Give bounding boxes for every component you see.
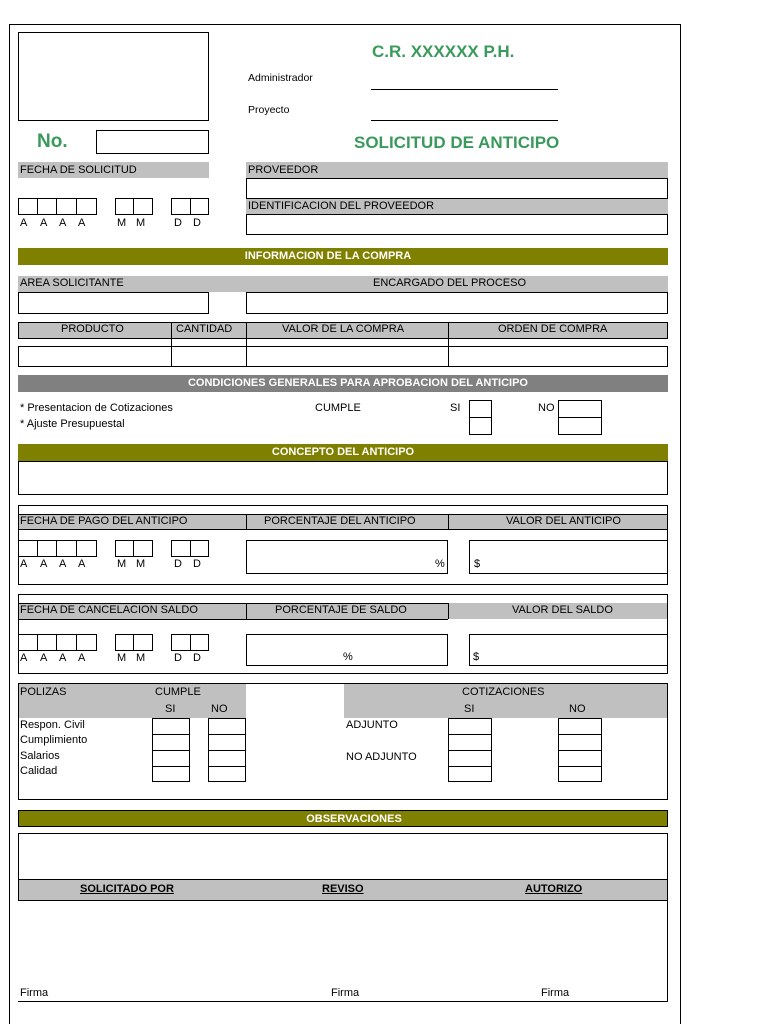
administrador-label: Administrador bbox=[248, 72, 313, 84]
date-letter: A bbox=[59, 217, 67, 229]
col-divider bbox=[448, 603, 449, 619]
col-divider bbox=[246, 514, 247, 530]
condiciones-label: CONDICIONES GENERALES PARA APROBACION DEL ANTICIPO bbox=[187, 377, 528, 389]
proveedor-field[interactable] bbox=[246, 178, 668, 199]
cantidad-header: CANTIDAD bbox=[176, 323, 233, 335]
date-letter: A bbox=[20, 558, 28, 570]
poliza-si-checkbox[interactable] bbox=[152, 718, 190, 735]
percent-sign: % bbox=[343, 651, 353, 663]
pago-day-box-2[interactable] bbox=[190, 540, 209, 557]
form-title: SOLICITUD DE ANTICIPO bbox=[354, 133, 560, 152]
date-letter: D bbox=[174, 652, 182, 664]
valor-saldo-label: VALOR DEL SALDO bbox=[512, 604, 613, 616]
identificacion-header bbox=[246, 199, 668, 214]
percent-sign: % bbox=[435, 558, 445, 570]
poliza-item: Calidad bbox=[20, 765, 58, 777]
cotizacion-si-checkbox[interactable] bbox=[448, 734, 492, 751]
autorizo-label: AUTORIZO bbox=[525, 883, 583, 895]
encargado-label: ENCARGADO DEL PROCESO bbox=[373, 277, 527, 289]
polizas-cumple-label: CUMPLE bbox=[155, 686, 201, 698]
si-label: SI bbox=[450, 402, 461, 414]
dollar-sign: $ bbox=[473, 651, 480, 663]
ajuste-label: * Ajuste Presupuestal bbox=[20, 418, 125, 430]
porcentaje-anticipo-field[interactable] bbox=[246, 540, 448, 574]
observaciones-bar bbox=[18, 810, 668, 827]
concepto-field[interactable] bbox=[18, 461, 668, 495]
logo-box bbox=[18, 32, 209, 121]
pago-month-box-1[interactable] bbox=[115, 540, 134, 557]
month-box-2[interactable] bbox=[133, 198, 153, 215]
pago-day-box-1[interactable] bbox=[171, 540, 191, 557]
proveedor-label: PROVEEDOR bbox=[248, 164, 319, 176]
presentacion-label: * Presentacion de Cotizaciones bbox=[20, 402, 173, 414]
encargado-field[interactable] bbox=[246, 292, 668, 314]
cotizaciones-no-label: NO bbox=[569, 703, 586, 715]
day-box-2[interactable] bbox=[190, 198, 209, 215]
date-letter: D bbox=[174, 217, 182, 229]
si-checkbox-1[interactable] bbox=[469, 400, 492, 418]
form-left-border bbox=[9, 24, 10, 1024]
polizas-label: POLIZAS bbox=[20, 686, 67, 698]
product-table-row[interactable] bbox=[18, 346, 668, 367]
producto-header: PRODUCTO bbox=[61, 323, 124, 335]
polizas-no-label: NO bbox=[211, 703, 228, 715]
date-letter: D bbox=[193, 217, 201, 229]
poliza-si-checkbox[interactable] bbox=[152, 766, 190, 782]
concepto-label: CONCEPTO DEL ANTICIPO bbox=[271, 446, 415, 458]
date-letter: A bbox=[20, 652, 28, 664]
no-checkbox-1[interactable] bbox=[558, 400, 602, 418]
poliza-item: Cumplimiento bbox=[20, 734, 88, 746]
observaciones-field[interactable] bbox=[18, 833, 668, 880]
date-letter: D bbox=[193, 652, 201, 664]
date-letter: M bbox=[117, 558, 127, 570]
cotizacion-no-checkbox[interactable] bbox=[558, 766, 602, 782]
col-divider bbox=[171, 346, 172, 367]
cotizaciones-si-label: SI bbox=[464, 703, 475, 715]
date-letter: M bbox=[136, 217, 146, 229]
cotizacion-no-checkbox[interactable] bbox=[558, 750, 602, 767]
identificacion-label: IDENTIFICACION DEL PROVEEDOR bbox=[248, 200, 435, 212]
area-solicitante-label: AREA SOLICITANTE bbox=[20, 277, 124, 289]
cotizacion-no-checkbox[interactable] bbox=[558, 718, 602, 735]
polizas-si-label: SI bbox=[165, 703, 176, 715]
poliza-item: Salarios bbox=[20, 750, 60, 762]
proyecto-label: Proyecto bbox=[248, 104, 290, 116]
valor-saldo-field[interactable] bbox=[469, 634, 668, 666]
solicitado-por-label: SOLICITADO POR bbox=[80, 883, 174, 895]
date-letter: D bbox=[174, 558, 182, 570]
saldo-header-line bbox=[19, 619, 448, 620]
orden-compra-header: ORDEN DE COMPRA bbox=[498, 323, 608, 335]
fecha-solicitud-label: FECHA DE SOLICITUD bbox=[20, 164, 137, 176]
saldo-year-box-1[interactable] bbox=[18, 634, 38, 651]
cotizacion-no-checkbox[interactable] bbox=[558, 734, 602, 751]
day-box-1[interactable] bbox=[171, 198, 191, 215]
col-divider bbox=[246, 346, 247, 367]
year-box-4[interactable] bbox=[76, 198, 97, 215]
month-box-1[interactable] bbox=[115, 198, 134, 215]
cotizacion-si-checkbox[interactable] bbox=[448, 718, 492, 735]
porcentaje-anticipo-label: PORCENTAJE DEL ANTICIPO bbox=[264, 515, 416, 527]
poliza-si-checkbox[interactable] bbox=[152, 750, 190, 767]
proyecto-line[interactable] bbox=[371, 120, 558, 121]
fecha-pago-label: FECHA DE PAGO DEL ANTICIPO bbox=[20, 515, 188, 527]
year-box-1[interactable] bbox=[18, 198, 38, 215]
col-divider bbox=[448, 514, 449, 530]
no-adjunto-label: NO ADJUNTO bbox=[346, 751, 417, 763]
pago-year-box-3[interactable] bbox=[56, 540, 77, 557]
date-letter: A bbox=[78, 217, 86, 229]
date-letter: A bbox=[20, 217, 28, 229]
cotizacion-si-checkbox[interactable] bbox=[448, 750, 492, 767]
cotizaciones-label: COTIZACIONES bbox=[462, 686, 545, 698]
cotizacion-si-checkbox[interactable] bbox=[448, 766, 492, 782]
date-letter: A bbox=[59, 558, 67, 570]
observaciones-label: OBSERVACIONES bbox=[306, 813, 402, 825]
valor-anticipo-label: VALOR DEL ANTICIPO bbox=[506, 515, 621, 527]
dollar-sign: $ bbox=[474, 558, 481, 570]
poliza-item: Respon. Civil bbox=[20, 719, 85, 731]
col-divider bbox=[246, 603, 247, 619]
identificacion-field[interactable] bbox=[246, 214, 668, 235]
saldo-day-box-1[interactable] bbox=[171, 634, 191, 651]
info-compra-label: INFORMACION DE LA COMPRA bbox=[244, 250, 412, 262]
saldo-month-box-2[interactable] bbox=[133, 634, 153, 651]
saldo-day-box-2[interactable] bbox=[190, 634, 209, 651]
date-letter: A bbox=[78, 652, 86, 664]
fecha-cancelacion-label: FECHA DE CANCELACION SALDO bbox=[20, 604, 198, 616]
date-letter: M bbox=[117, 217, 127, 229]
poliza-si-checkbox[interactable] bbox=[152, 734, 190, 751]
concepto-bar bbox=[18, 444, 668, 461]
no-checkbox-2[interactable] bbox=[558, 417, 602, 435]
firma-solicitado[interactable]: Firma bbox=[20, 987, 49, 999]
signature-bottom-line bbox=[18, 1001, 668, 1002]
saldo-year-box-4[interactable] bbox=[76, 634, 97, 651]
valor-compra-header: VALOR DE LA COMPRA bbox=[282, 323, 405, 335]
condiciones-bar bbox=[18, 375, 668, 392]
firma-reviso[interactable]: Firma bbox=[331, 987, 360, 999]
date-letter: M bbox=[136, 652, 146, 664]
adjunto-label: ADJUNTO bbox=[346, 719, 398, 731]
date-letter: D bbox=[193, 558, 201, 570]
date-letter: M bbox=[136, 558, 146, 570]
saldo-month-box-1[interactable] bbox=[115, 634, 134, 651]
saldo-year-box-2[interactable] bbox=[37, 634, 57, 651]
date-letter: M bbox=[117, 652, 127, 664]
fecha-solicitud-header bbox=[18, 162, 209, 178]
date-letter: A bbox=[78, 558, 86, 570]
pago-year-box-2[interactable] bbox=[37, 540, 57, 557]
no-input[interactable] bbox=[96, 130, 209, 154]
pago-year-box-1[interactable] bbox=[18, 540, 38, 557]
poliza-no-checkbox[interactable] bbox=[208, 718, 246, 735]
form-right-border bbox=[680, 24, 681, 1024]
reviso-label: REVISO bbox=[322, 883, 364, 895]
year-box-3[interactable] bbox=[56, 198, 77, 215]
valor-anticipo-field[interactable] bbox=[469, 540, 668, 574]
date-letter: A bbox=[59, 652, 67, 664]
saldo-year-box-3[interactable] bbox=[56, 634, 77, 651]
poliza-no-checkbox[interactable] bbox=[208, 766, 246, 782]
firma-autorizo[interactable]: Firma bbox=[541, 987, 570, 999]
si-checkbox-2[interactable] bbox=[469, 417, 492, 435]
cumple-label: CUMPLE bbox=[315, 402, 361, 414]
date-letter: A bbox=[40, 652, 48, 664]
company-title: C.R. XXXXXX P.H. bbox=[372, 42, 515, 61]
administrador-line[interactable] bbox=[371, 89, 558, 90]
date-letter: A bbox=[40, 558, 48, 570]
pago-year-box-4[interactable] bbox=[76, 540, 97, 557]
date-letter: A bbox=[40, 217, 48, 229]
form-top-border bbox=[9, 24, 680, 25]
no-label: No. bbox=[37, 131, 68, 152]
area-solicitante-field[interactable] bbox=[18, 292, 209, 314]
proveedor-header bbox=[246, 162, 668, 178]
year-box-2[interactable] bbox=[37, 198, 57, 215]
col-divider bbox=[448, 346, 449, 367]
poliza-no-checkbox[interactable] bbox=[208, 750, 246, 767]
signature-area-right-border bbox=[667, 901, 668, 1001]
no-label-cond: NO bbox=[538, 402, 555, 414]
porcentaje-saldo-label: PORCENTAJE DE SALDO bbox=[275, 604, 407, 616]
info-compra-bar bbox=[18, 248, 668, 265]
pago-month-box-2[interactable] bbox=[133, 540, 153, 557]
poliza-no-checkbox[interactable] bbox=[208, 734, 246, 751]
